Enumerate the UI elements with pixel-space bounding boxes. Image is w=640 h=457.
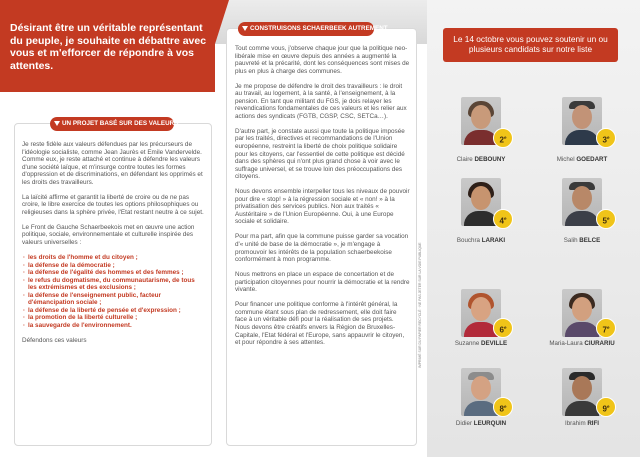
schaerbeek-paragraph-6: Nous mettrons en place un espace de concertation et de participation citoyennes pour nourrir la démocratie et la rendre vivante.	[235, 271, 410, 294]
values-title: UN PROJET BASÉ SUR DES VALEURS	[50, 117, 174, 131]
candidate-number-badge: 4e	[493, 209, 513, 229]
values-body	[22, 141, 204, 352]
candidate-name: Maria-Laura CIURARIU	[549, 340, 615, 347]
list-item: · la promotion de la liberté culturelle ;	[22, 314, 204, 322]
schaerbeek-paragraph-5: Pour ma part, afin que la commune puisse garder sa vocation d'« unité de base de la démocratie », je m'engage à promouvoir les intérêts de la population schaerbeekoise conformément à mon programme.	[235, 233, 409, 264]
values-paragraph-1: Je reste fidèle aux valeurs défendues par les précurseurs de l'idéologie socialiste, comme Jean Jaurès et Emile Vandervelde. Comme eux, je reste attaché et continue à défendre les valeurs d'une société laïque, et m'insurge contre toutes les formes d'oppression et de discriminations, en défendant les opprimés et les droits des travailleurs.	[22, 141, 203, 186]
candidate-number-badge: 8e	[493, 397, 513, 417]
candidate-name: Suzanne DEVILLE	[454, 340, 508, 347]
candidate-name: Salih BELCE	[563, 237, 601, 244]
values-list	[22, 254, 204, 329]
schaerbeek-title: CONSTRUISONS SCHAERBEEK AUTREMENT.	[238, 22, 374, 36]
candidate-number-badge: 6e	[493, 318, 513, 338]
list-item: · la défense de la démocratie ;	[22, 262, 204, 270]
schaerbeek-paragraph-4: Nous devons ensemble interpeller tous les niveaux de pouvoir pour dire « stop! » à la régression sociale et « non! » à la privatisation des services publics. Non aux traités « Austéritaire » de l'Union Européenne. Oui, à une Europe sociale et solidaire.	[235, 188, 410, 226]
candidate-name: Michel GOEDART	[556, 156, 608, 163]
candidate-name: Didier LEURQUIN	[455, 420, 507, 427]
candidates-banner	[443, 28, 618, 62]
candidate-name: Bouchra LARAKI	[456, 237, 506, 244]
triangle-down-icon	[242, 26, 248, 31]
triangle-down-icon	[54, 121, 60, 126]
list-item: · la sauvegarde de l'environnement.	[22, 322, 204, 330]
schaerbeek-paragraph-3: D'autre part, je constate aussi que toute la politique imposée par les traités, directives et recommandations de l'Union européenne, restreint la liberté de choix politique solidaire pour les citoyens, car l'essentiel de cette politique est décidé dans des sphères qui n'ont plus grand chose à voir avec le suffrage universel, et se trouve loin des préoccupations des citoyens.	[235, 127, 405, 181]
candidate-number-badge: 5e	[596, 209, 616, 229]
imprint-vertical: IMPRIMÉ SUR DU PAPIER RECYCLÉ · NE PAS JETER SUR LA VOIE PUBLIQUE	[418, 242, 422, 368]
values-closing: Défendons ces valeurs	[22, 337, 87, 345]
candidate-number-badge: 7e	[596, 318, 616, 338]
candidate-number-badge: 9e	[596, 397, 616, 417]
candidates-banner-text: Le 14 octobre vous pouvez soutenir un ou plusieurs candidats sur notre liste	[453, 34, 608, 54]
schaerbeek-paragraph-2: Je me propose de défendre le droit des travailleurs : le droit au travail, au logement, à la santé, à l'enseignement, à la pension. En tant que militant du FGS, je dois relayer les revendications fondamentales de ces valeurs et les relier aux actions des syndicats (FGTB, CGSP, CSC, SETCa…).	[235, 82, 407, 120]
schaerbeek-paragraph-7: Pour financer une politique conforme à l'intérêt général, la commune étant sous plan de redressement, elle doit faire face à un véritable défi pour la réalisation de ses projets. Nous devons être créatifs envers la Région de Bruxelles-Capitale, l'Etat fédéral et l'Europe, sans appauvrir le citoyen, et pour répondre à ses attentes.	[235, 301, 405, 347]
schaerbeek-paragraph-1: Tout comme vous, j'observe chaque jour que la politique neo-libérale mise en œuvre depuis des années a augmenté la pauvreté et la précarité, dont les conséquences sont mises de plus en plus à charge des communes.	[235, 45, 410, 75]
schaerbeek-body	[235, 45, 410, 354]
list-item: · les droits de l'homme et du citoyen ;	[22, 254, 204, 262]
list-item: · la défense de l'égalité des hommes et des femmes ;	[22, 269, 204, 277]
candidate-number-badge: 2e	[493, 128, 513, 148]
intro-banner	[0, 0, 215, 92]
values-paragraph-3: Le Front de Gauche Schaerbeekois met en œuvre une action politique, sociale, environnementale et culturelle inspirée des valeurs universelles :	[22, 223, 195, 247]
list-item: · la défense de l'enseignement public, facteur d'émancipation sociale ;	[22, 292, 204, 307]
candidate-name: Claire DEBOUNY	[456, 156, 506, 163]
candidate-number-badge: 3e	[596, 128, 616, 148]
values-paragraph-2: La laïcité affirme et garantit la liberté de croire ou de ne pas croire, le libre exercice de toutes les options philosophiques ou religieuses dans la sphère privée, l'Etat restant neutre à ce sujet.	[22, 193, 204, 216]
candidate-name: Ibrahim RIFI	[564, 420, 600, 427]
intro-text: Désirant être un véritable représentant du peuple, je souhaite en débattre avec vous et m'efforcer de répondre à vos attentes.	[10, 22, 207, 72]
list-item: · le refus du dogmatisme, du communautarisme, de tous les extrémismes et des exclusions ;	[22, 277, 204, 292]
list-item: · la défense de la liberté de pensée et d'expression ;	[22, 307, 204, 315]
